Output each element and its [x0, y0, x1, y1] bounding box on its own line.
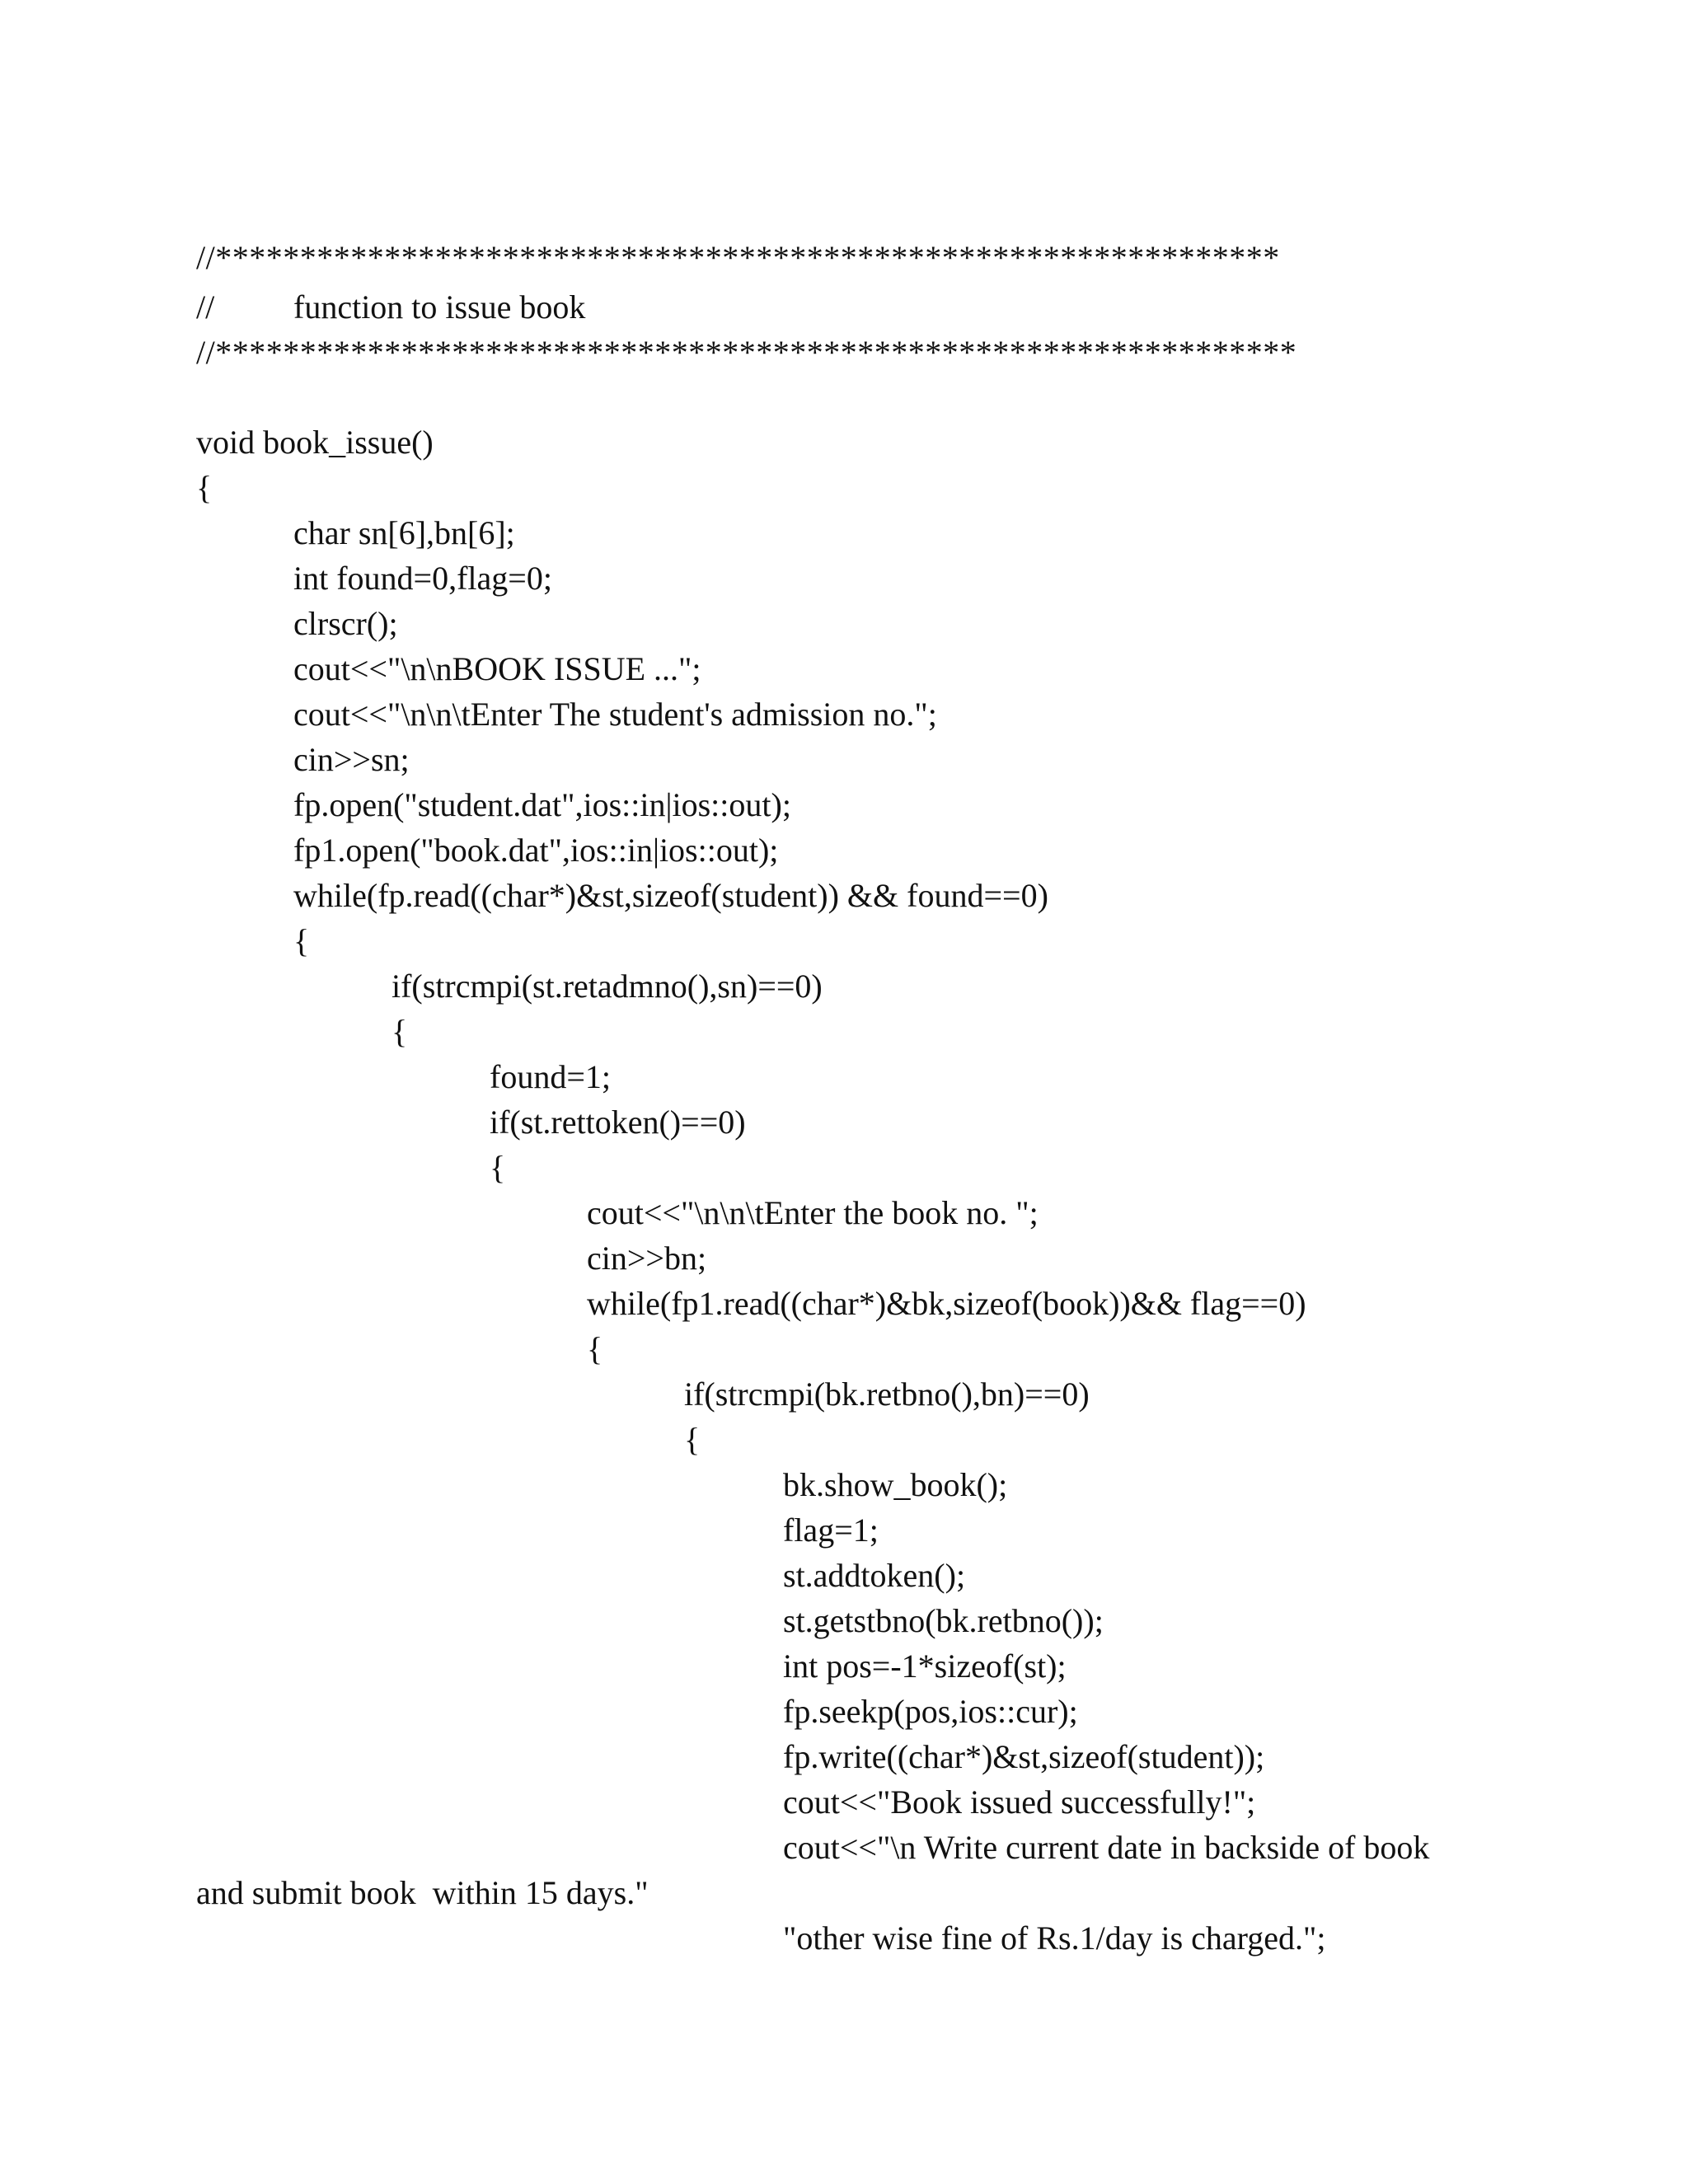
- code-line: {: [293, 922, 310, 959]
- code-line: cin>>bn;: [587, 1240, 707, 1277]
- code-line: bk.show_book();: [783, 1466, 1008, 1503]
- code-line: cin>>sn;: [293, 741, 410, 778]
- code-line: {: [392, 1013, 408, 1050]
- code-line: if(strcmpi(bk.retbno(),bn)==0): [684, 1376, 1090, 1413]
- code-line: int pos=-1*sizeof(st);: [783, 1647, 1067, 1685]
- code-line: {: [490, 1149, 506, 1186]
- code-line: st.getstbno(bk.retbno());: [783, 1602, 1104, 1639]
- code-line: void book_issue(): [196, 424, 434, 461]
- comment-separator-bottom: //****************************************************************: [196, 334, 1297, 371]
- code-line: cout<<"\n\nBOOK ISSUE ...";: [293, 650, 701, 687]
- code-line: while(fp1.read((char*)&bk,sizeof(book))&& flag==0): [587, 1285, 1306, 1322]
- code-line: cout<<"\n\n\tEnter The student's admission no.";: [293, 696, 937, 733]
- code-line: while(fp.read((char*)&st,sizeof(student)) && found==0): [293, 877, 1048, 914]
- code-line: if(st.rettoken()==0): [490, 1104, 746, 1141]
- code-line: {: [196, 469, 213, 506]
- code-line: st.addtoken();: [783, 1557, 966, 1594]
- comment-slashes: //: [196, 288, 215, 326]
- code-line: fp.open("student.dat",ios::in|ios::out);: [293, 786, 791, 823]
- comment-title: function to issue book: [293, 288, 586, 326]
- code-line: cout<<"\n Write current date in backside of book: [783, 1829, 1430, 1866]
- code-line: fp.seekp(pos,ios::cur);: [783, 1693, 1078, 1730]
- comment-separator-top: //***************************************************************: [196, 239, 1280, 276]
- code-line: and submit book within 15 days.": [196, 1874, 649, 1911]
- code-line: if(strcmpi(st.retadmno(),sn)==0): [392, 968, 823, 1005]
- code-line: flag=1;: [783, 1511, 879, 1549]
- code-line: {: [684, 1421, 701, 1458]
- code-line: char sn[6],bn[6];: [293, 514, 515, 551]
- code-line: int found=0,flag=0;: [293, 560, 552, 597]
- code-line: cout<<"\n\n\tEnter the book no. ";: [587, 1194, 1039, 1231]
- code-line: {: [587, 1330, 603, 1367]
- code-line: fp.write((char*)&st,sizeof(student));: [783, 1738, 1265, 1775]
- code-line: clrscr();: [293, 605, 398, 642]
- code-line: found=1;: [490, 1058, 611, 1095]
- code-line: cout<<"Book issued successfully!";: [783, 1783, 1256, 1821]
- code-line: fp1.open("book.dat",ios::in|ios::out);: [293, 832, 779, 869]
- code-line: "other wise fine of Rs.1/day is charged.";: [783, 1919, 1326, 1957]
